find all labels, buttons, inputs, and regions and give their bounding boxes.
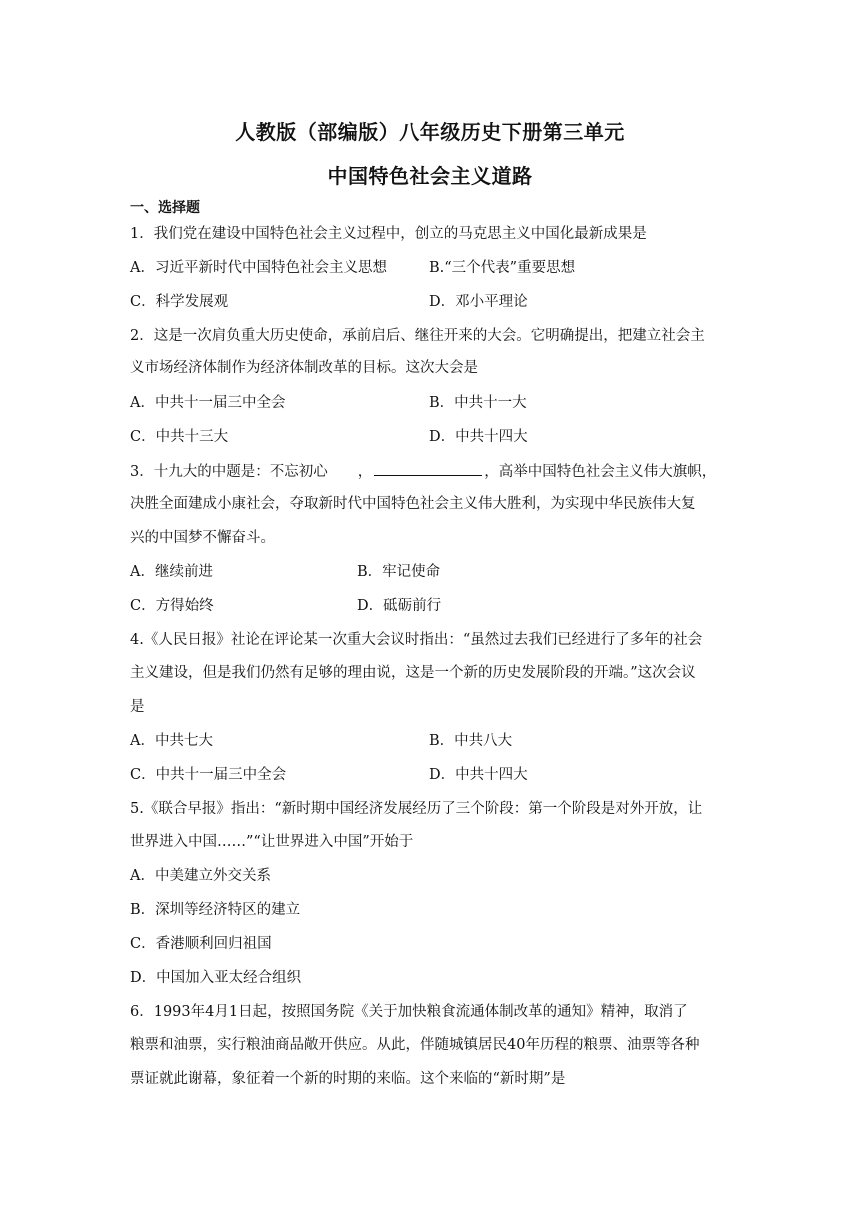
question-1-option-b: B.“三个代表”重要思想 bbox=[429, 260, 576, 276]
question-1-stem: 1．我们党在建设中国特色社会主义过程中，创立的马克思主义中国化最新成果是 bbox=[130, 226, 647, 242]
question-3-stem-start: 3．十九大的中题是：不忘初心 bbox=[130, 464, 328, 480]
document-title: 人教版（部编版）八年级历史下册第三单元 bbox=[235, 120, 625, 144]
question-5-option-d: D．中国加入亚太经合组织 bbox=[130, 970, 302, 986]
question-2-option-a: A．中共十一届三中全会 bbox=[130, 395, 286, 411]
question-3-answer-blank bbox=[374, 461, 482, 476]
question-5-option-c: C．香港顺利回归祖国 bbox=[130, 936, 272, 952]
question-4-option-a: A．中共七大 bbox=[130, 733, 213, 749]
question-6-stem-line-3: 票证就此谢幕，象征着一个新的时期的来临。这个来临的“新时期”是 bbox=[130, 1071, 566, 1087]
question-6-stem-line-2: 粮票和油票，实行粮油商品敞开供应。从此，伴随城镇居民40年历程的粮票、油票等各种 bbox=[130, 1037, 700, 1053]
question-2-option-d: D．中共十四大 bbox=[429, 429, 528, 445]
question-1-option-d: D．邓小平理论 bbox=[429, 294, 528, 310]
document-subtitle: 中国特色社会主义道路 bbox=[327, 164, 533, 188]
question-4-option-b: B．中共八大 bbox=[429, 733, 513, 749]
question-4-stem-line-2: 主义建设，但是我们仍然有足够的理由说，这是一个新的历史发展阶段的开端。”这次会议 bbox=[130, 665, 696, 681]
question-3-stem-line-3: 兴的中国梦不懈奋斗。 bbox=[130, 530, 275, 546]
question-3-stem-line-1 bbox=[130, 461, 740, 482]
question-1-option-c: C．科学发展观 bbox=[130, 294, 229, 310]
question-3-comma: ， bbox=[357, 464, 373, 480]
question-5-stem-line-2: 世界进入中国……”“让世界进入中国”开始于 bbox=[130, 834, 414, 850]
section-heading: 一、选择题 bbox=[130, 200, 200, 216]
question-5-option-b: B．深圳等经济特区的建立 bbox=[130, 902, 301, 918]
question-4-stem-line-3: 是 bbox=[130, 699, 145, 715]
question-5-stem-line-1: 5.《联合早报》指出：“新时期中国经济发展经历了三个阶段：第一个阶段是对外开放，让 bbox=[130, 801, 703, 817]
question-3-option-c: C．方得始终 bbox=[130, 598, 214, 614]
question-4-stem-line-1: 4.《人民日报》社论在评论某一次重大会议时指出：“虽然过去我们已经进行了多年的社会 bbox=[130, 632, 703, 648]
question-4-option-c: C．中共十一届三中全会 bbox=[130, 767, 287, 783]
question-2-option-c: C．中共十三大 bbox=[130, 429, 229, 445]
question-3-option-a: A．继续前进 bbox=[130, 564, 213, 580]
question-6-stem-line-1: 6．1993年4月1日起，按照国务院《关于加快粮食流通体制改革的通知》精神，取消了 bbox=[130, 1004, 688, 1020]
question-2-option-b: B．中共十一大 bbox=[429, 395, 527, 411]
question-1-option-a: A．习近平新时代中国特色社会主义思想 bbox=[130, 260, 387, 276]
question-4-option-d: D．中共十四大 bbox=[429, 767, 528, 783]
question-3-option-d: D．砥砺前行 bbox=[357, 598, 442, 614]
question-3-stem-line-2: 决胜全面建成小康社会，夺取新时代中国特色社会主义伟大胜利，为实现中华民族伟大复 bbox=[130, 496, 696, 512]
question-2-stem-line-1: 2．这是一次肩负重大历史使命，承前启后、继往开来的大会。它明确提出，把建立社会主 bbox=[130, 328, 705, 344]
question-3-option-b: B．牢记使命 bbox=[357, 564, 441, 580]
question-3-stem-end: ，高举中国特色社会主义伟大旗帜， bbox=[484, 464, 717, 480]
question-5-option-a: A．中美建立外交关系 bbox=[130, 868, 271, 884]
question-2-stem-line-2: 义市场经济体制作为经济体制改革的目标。这次大会是 bbox=[130, 360, 478, 376]
